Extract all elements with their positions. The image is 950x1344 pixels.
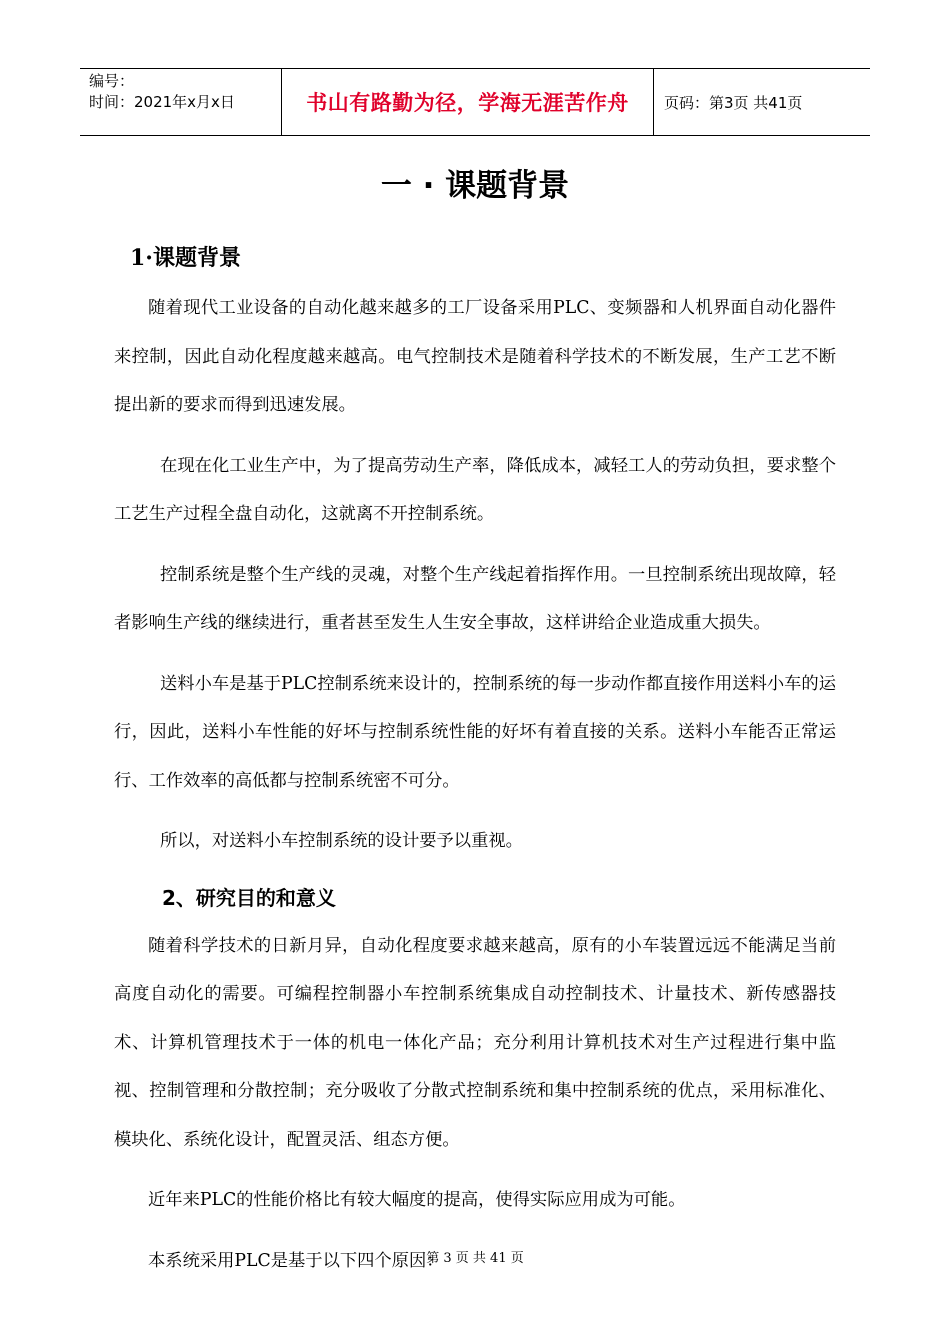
header-meta-cell [80,69,282,135]
body-paragraph: 所以，对送料小车控制系统的设计要予以重视。 [160,831,523,851]
section-heading-background: 1·课题背景 [130,245,241,271]
document-time-label: 时间：2021年x月x日 [89,93,235,111]
body-paragraph: 送料小车是基于PLC控制系统来设计的，控制系统的每一步动作都直接作用送料小车的运行，因此，送料小车性能的好坏与控制系统性能的好坏有着直接的关系。送料小车能否正常运行、工作效率的高低都与控制系统密不可分。 [114,673,836,791]
header-table [80,68,870,136]
body-paragraph: 在现在化工业生产中，为了提高劳动生产率，降低成本，减轻工人的劳动负担，要求整个工艺生产过程全盘自动化，这就离不开控制系统。 [114,455,836,524]
document-body [114,240,836,1297]
body-paragraph: 本系统采用PLC是基于以下四个原因： [148,1250,444,1271]
chapter-title: 一 · 课题背景 [380,168,570,204]
body-paragraph: 随着科学技术的日新月异，自动化程度要求越来越高，原有的小车装置远远不能满足当前高度自动化的需要。可编程控制器小车控制系统集成自动控制技术、计量技术、新传感器技术、计算机管理技术于一体的机电一体化产品；充分利用计算机技术对生产过程进行集中监视、控制管理和分散控制；充分吸收了分散式控制系统和集中控制系统的优点，采用标准化、模块化、系统化设计，配置灵活、组态方便。 [114,935,836,1150]
body-paragraph: 近年来PLC的性能价格比有较大幅度的提高，使得实际应用成为可能。 [148,1190,686,1210]
body-paragraph: 随着现代工业设备的自动化越来越多的工厂设备采用PLC、变频器和人机界面自动化器件来控制，因此自动化程度越来越高。电气控制技术是随着科学技术的不断发展，生产工艺不断提出新的要求而得到迅速发展。 [114,298,836,415]
header-motto-cell [282,69,654,135]
document-number-label: 编号： [89,72,135,90]
body-paragraph: 控制系统是整个生产线的灵魂，对整个生产线起着指挥作用。一旦控制系统出现故障，轻者影响生产线的继续进行，重者甚至发生人生安全事故，这样讲给企业造成重大损失。 [114,564,836,633]
header-page-info: 页码：第3页 共41页 [664,93,803,112]
header-motto: 书山有路勤为径，学海无涯苦作舟 [306,91,629,115]
section-heading-purpose: 2、研究目的和意义 [162,885,336,910]
page-footer: 第 3 页 共 41 页 [426,1251,524,1266]
header-page-cell [654,69,870,135]
